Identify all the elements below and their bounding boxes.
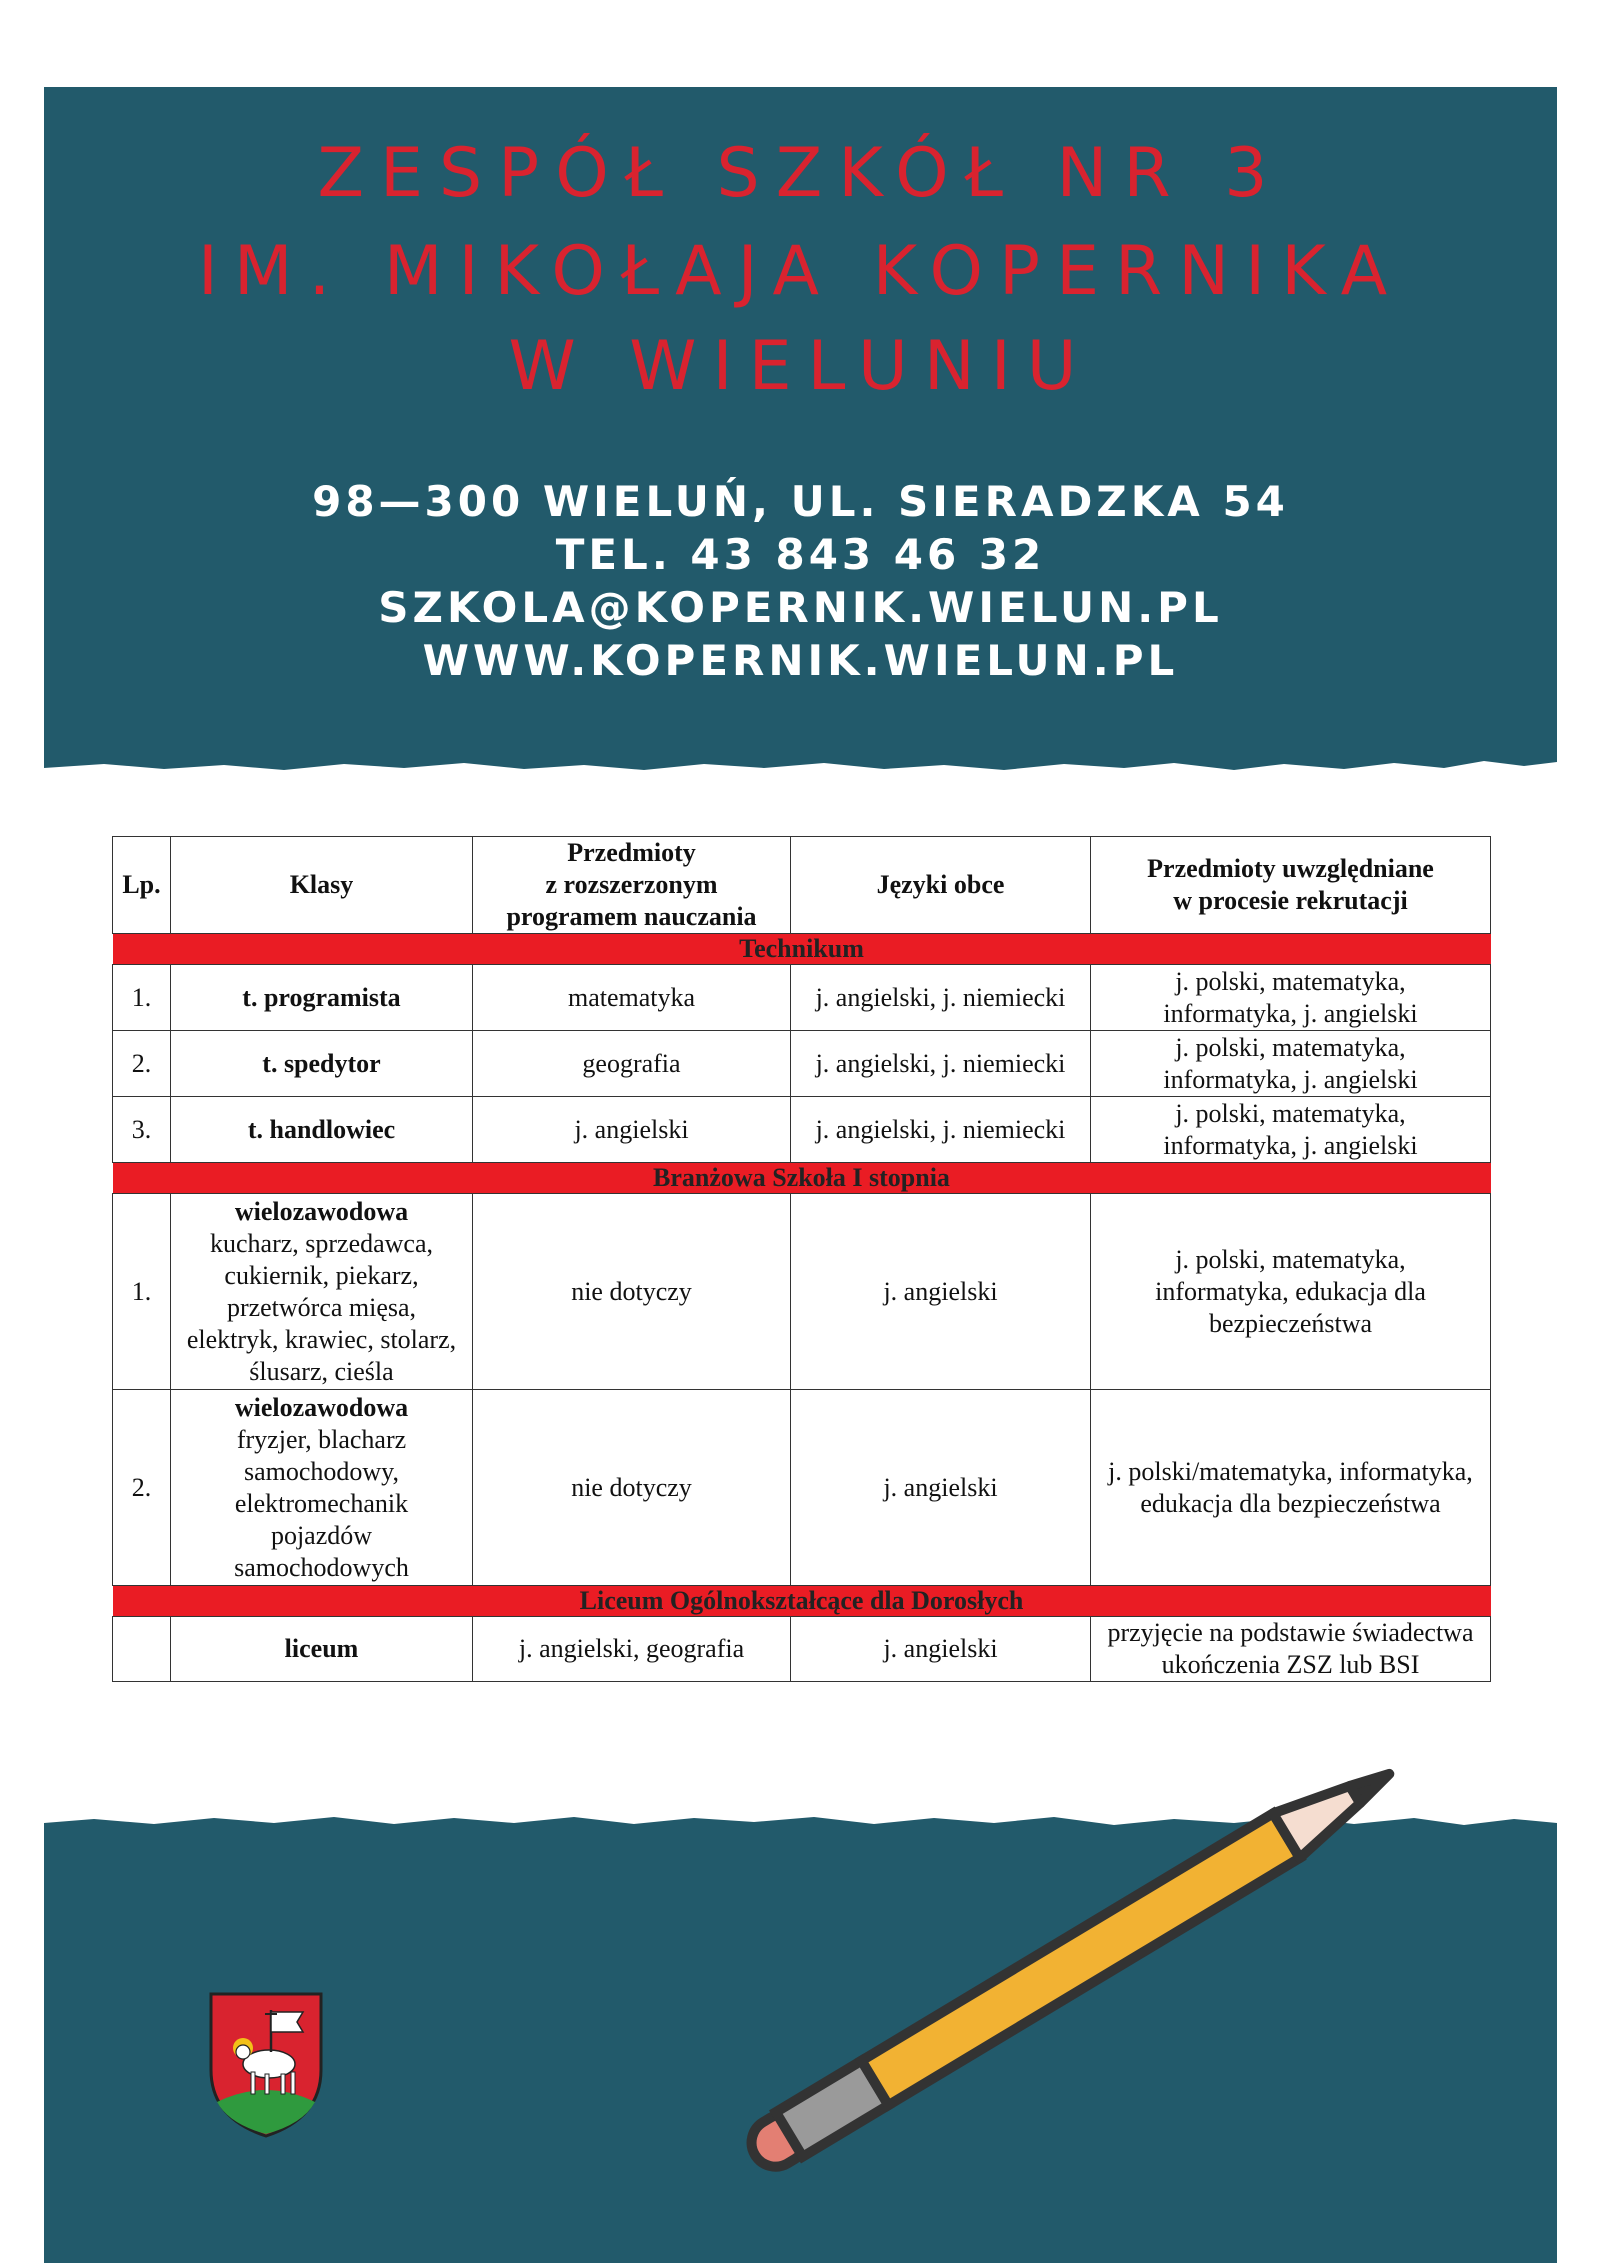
cell-lp: 3. bbox=[113, 1097, 171, 1163]
cell-rekrutacja bbox=[1091, 1031, 1491, 1097]
klasa-title: wielozawodowa bbox=[234, 1196, 409, 1226]
rekrutacja-line: informatyka, edukacja dla bbox=[1155, 1276, 1426, 1306]
klasa-line: pojazdów bbox=[270, 1520, 373, 1550]
rekrutacja-line: przyjęcie na podstawie świadectwa bbox=[1107, 1618, 1474, 1647]
section-row-technikum bbox=[113, 934, 1491, 965]
cell-rozszerzone: matematyka bbox=[473, 965, 791, 1031]
table-header-row bbox=[113, 837, 1491, 934]
torn-edge-top bbox=[44, 752, 1557, 782]
cell-rekrutacja bbox=[1091, 1097, 1491, 1163]
school-name-line3: W WIELUNIU bbox=[508, 327, 1093, 406]
cell-klasa bbox=[171, 1390, 473, 1586]
table-row bbox=[113, 1617, 1491, 1682]
section-row-liceum bbox=[113, 1586, 1491, 1617]
rekrutacja-line: ukończenia ZSZ lub BSI bbox=[1161, 1650, 1420, 1679]
section-technikum: Technikum bbox=[113, 934, 1491, 965]
rekrutacja-line: informatyka, j. angielski bbox=[1163, 1064, 1418, 1094]
cell-klasa: t. handlowiec bbox=[171, 1097, 473, 1163]
cell-jezyki: j. angielski, j. niemiecki bbox=[791, 965, 1091, 1031]
cell-rozszerzone: j. angielski, geografia bbox=[473, 1617, 791, 1682]
rekrutacja-line: j. polski, matematyka, bbox=[1175, 1032, 1406, 1062]
header-przedmioty-line2: z rozszerzonym bbox=[545, 870, 718, 899]
klasa-line: cukiernik, piekarz, bbox=[224, 1260, 419, 1290]
table-row bbox=[113, 1031, 1491, 1097]
phone: TEL. 43 843 46 32 bbox=[555, 530, 1046, 579]
table-row bbox=[113, 1194, 1491, 1390]
recruitment-table bbox=[112, 836, 1491, 1682]
klasa-line: ślusarz, cieśla bbox=[249, 1356, 394, 1386]
klasa-title: wielozawodowa bbox=[234, 1392, 409, 1422]
rekrutacja-line: edukacja dla bezpieczeństwa bbox=[1140, 1488, 1441, 1518]
klasa-line: elektryk, krawiec, stolarz, bbox=[186, 1324, 457, 1354]
header-przedmioty-line1: Przedmioty bbox=[567, 838, 696, 867]
header-rekrutacja-line2: w procesie rekrutacji bbox=[1173, 886, 1408, 915]
table-row bbox=[113, 1097, 1491, 1163]
cell-jezyki: j. angielski bbox=[791, 1390, 1091, 1586]
cell-rekrutacja bbox=[1091, 1617, 1491, 1682]
website[interactable]: WWW.KOPERNIK.WIELUN.PL bbox=[422, 636, 1179, 685]
table-row bbox=[113, 1390, 1491, 1586]
cell-lp: 2. bbox=[113, 1390, 171, 1586]
cell-lp: 2. bbox=[113, 1031, 171, 1097]
cell-jezyki: j. angielski bbox=[791, 1194, 1091, 1390]
cell-jezyki: j. angielski, j. niemiecki bbox=[791, 1097, 1091, 1163]
header-jezyki: Języki obce bbox=[791, 837, 1091, 934]
header-przedmioty-line3: programem nauczania bbox=[506, 902, 757, 931]
section-row-branzowa bbox=[113, 1163, 1491, 1194]
klasa-line: fryzjer, blacharz bbox=[236, 1424, 407, 1454]
cell-lp: 1. bbox=[113, 965, 171, 1031]
school-name-line2: IM. MIKOŁAJA KOPERNIKA bbox=[197, 232, 1404, 311]
cell-jezyki: j. angielski, j. niemiecki bbox=[791, 1031, 1091, 1097]
header-przedmioty bbox=[473, 837, 791, 934]
rekrutacja-line: j. polski, matematyka, bbox=[1175, 966, 1406, 996]
cell-rekrutacja bbox=[1091, 965, 1491, 1031]
cell-klasa: t. programista bbox=[171, 965, 473, 1031]
cell-rozszerzone: j. angielski bbox=[473, 1097, 791, 1163]
cell-rekrutacja bbox=[1091, 1390, 1491, 1586]
rekrutacja-line: j. polski/matematyka, informatyka, bbox=[1108, 1456, 1473, 1486]
cell-klasa bbox=[171, 1194, 473, 1390]
cell-rozszerzone: nie dotyczy bbox=[473, 1390, 791, 1586]
address: 98—300 WIELUŃ, UL. SIERADZKA 54 bbox=[312, 477, 1289, 526]
klasa-line: samochodowych bbox=[234, 1552, 409, 1582]
cell-rozszerzone: geografia bbox=[473, 1031, 791, 1097]
cell-rozszerzone: nie dotyczy bbox=[473, 1194, 791, 1390]
cell-klasa: t. spedytor bbox=[171, 1031, 473, 1097]
rekrutacja-line: bezpieczeństwa bbox=[1208, 1308, 1373, 1338]
coat-of-arms-icon bbox=[207, 1990, 325, 2138]
klasa-line: samochodowy, bbox=[243, 1456, 399, 1486]
header-rekrutacja bbox=[1091, 837, 1491, 934]
header-klasy: Klasy bbox=[171, 837, 473, 934]
klasa-line: przetwórca mięsa, bbox=[226, 1292, 417, 1322]
school-name-line1: ZESPÓŁ SZKÓŁ NR 3 bbox=[317, 134, 1284, 213]
cell-klasa: liceum bbox=[171, 1617, 473, 1682]
cell-lp bbox=[113, 1617, 171, 1682]
rekrutacja-line: j. polski, matematyka, bbox=[1175, 1244, 1406, 1274]
table-row bbox=[113, 965, 1491, 1031]
header-lp: Lp. bbox=[113, 837, 171, 934]
klasa-line: kucharz, sprzedawca, bbox=[209, 1228, 434, 1258]
section-liceum: Liceum Ogólnokształcące dla Dorosłych bbox=[113, 1586, 1491, 1617]
email[interactable]: SZKOLA@KOPERNIK.WIELUN.PL bbox=[378, 583, 1223, 632]
rekrutacja-line: j. polski, matematyka, bbox=[1175, 1098, 1406, 1128]
section-branzowa: Branżowa Szkoła I stopnia bbox=[113, 1163, 1491, 1194]
cell-lp: 1. bbox=[113, 1194, 171, 1390]
klasa-line: elektromechanik bbox=[234, 1488, 409, 1518]
header-rekrutacja-line1: Przedmioty uwzględniane bbox=[1147, 854, 1434, 883]
rekrutacja-line: informatyka, j. angielski bbox=[1163, 1130, 1418, 1160]
cell-jezyki: j. angielski bbox=[791, 1617, 1091, 1682]
rekrutacja-line: informatyka, j. angielski bbox=[1163, 998, 1418, 1028]
pencil-icon bbox=[720, 1720, 1510, 2190]
cell-rekrutacja bbox=[1091, 1194, 1491, 1390]
